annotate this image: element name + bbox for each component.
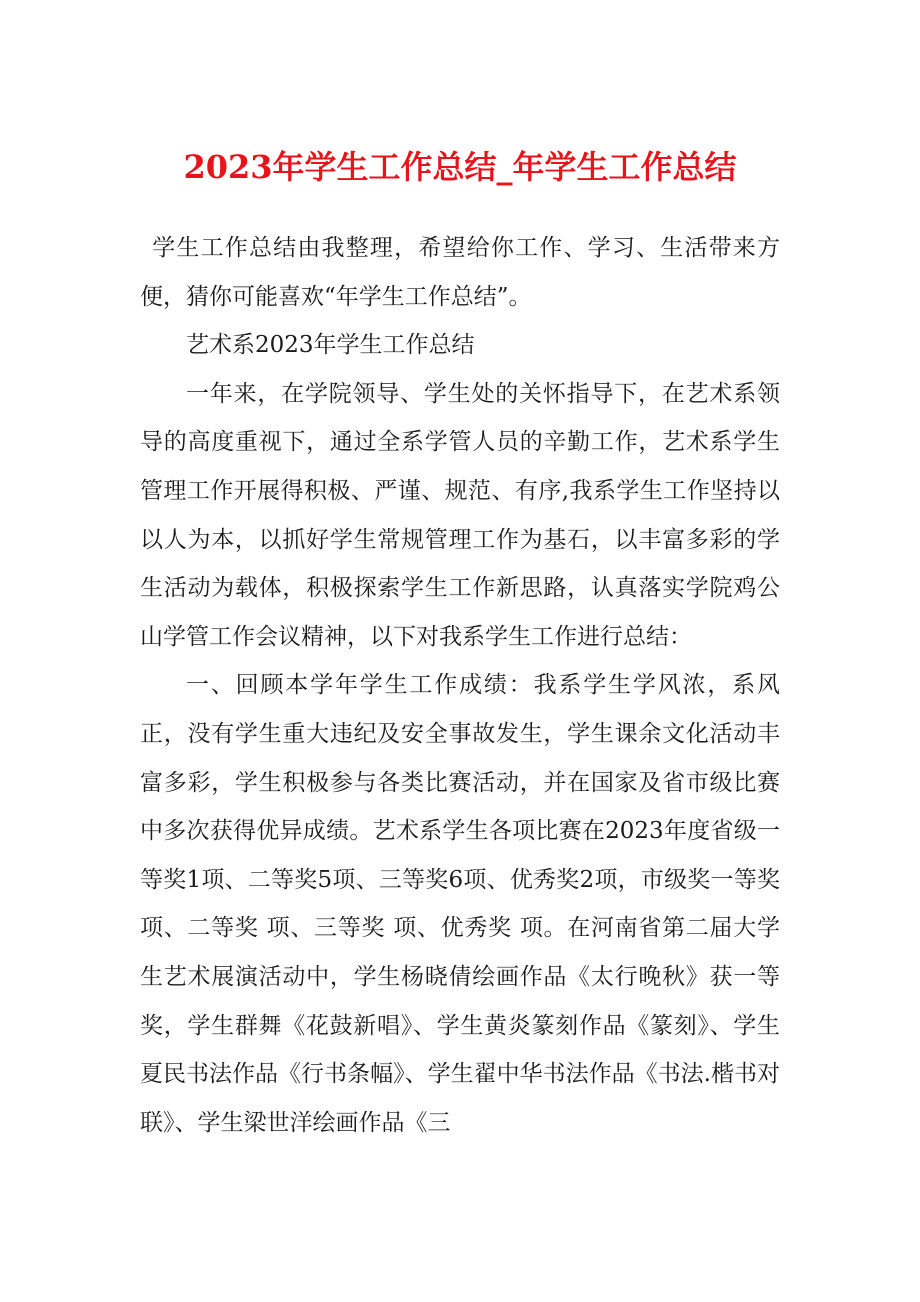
intro-paragraph [140,224,780,321]
intro-text: 学生工作总结由我整理，希望给你工作、学习、生活带来方便，猜你可能喜欢“年学生工作总结”。 [140,235,780,310]
body-paragraph: 一、回顾本学年学生工作成绩：我系学生学风浓，系风正，没有学生重大违纪及安全事故发生，学生课余文化活动丰富多彩，学生积极参与各类比赛活动，并在国家及省市级比赛中多次获得优异成绩。艺术系学生各项比赛在2023年度省级一等奖1项、二等奖5项、三等奖6项、优秀奖2项，市级奖一等奖 项、二等奖 项、三等奖 项、优秀奖 项。在河南省第二届大学生艺术展演活动中，学生杨晓倩绘画作品《太行晚秋》获一等奖，学生群舞《花鼓新唱》、学生黄炎篆刻作品《篆刻》、学生夏民书法作品《行书条幅》、学生翟中华书法作品《书法.楷书对联》、学生梁世洋绘画作品《三 [140,672,780,1136]
section-heading: 艺术系2023年学生工作总结 [186,332,475,359]
body-paragraph: 一年来，在学院领导、学生处的关怀指导下，在艺术系领导的高度重视下，通过全系学管人员的辛勤工作，艺术系学生管理工作开展得积极、严谨、规范、有序,我系学生工作坚持以以人为本，以抓好学生常规管理工作为基石，以丰富多彩的学生活动为载体，积极探索学生工作新思路，认真落实学院鸡公山学管工作会议精神，以下对我系学生工作进行总结： [140,380,780,650]
document-title: 2023年学生工作总结_年学生工作总结 [183,148,737,186]
document-body [140,224,780,1147]
